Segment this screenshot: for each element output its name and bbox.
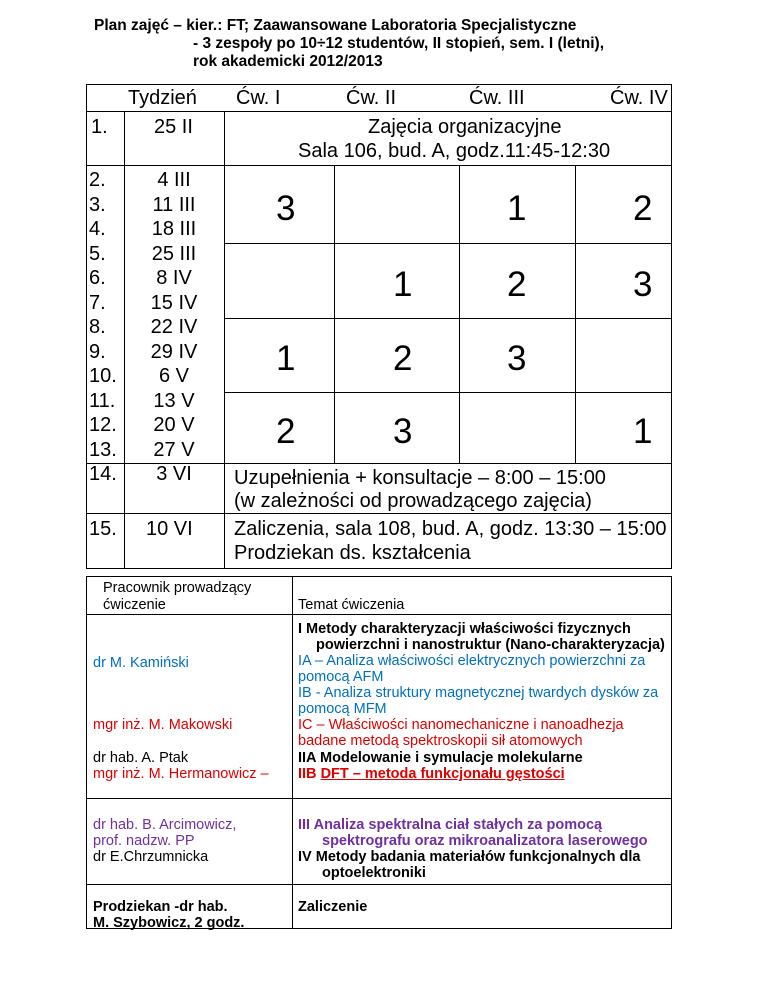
- name-chrzumnicka: dr E.Chrzumnicka: [93, 849, 209, 865]
- week-number: 12.: [89, 414, 117, 436]
- name-makowski: mgr inż. M. Makowski: [93, 717, 233, 733]
- table-border-left: [86, 84, 87, 568]
- topic-1-line2: powierzchni i nanostruktur (Nano-charakteryzacja): [316, 637, 665, 653]
- row14-info-line2: (w zależności od prowadzącego zajęcia): [234, 490, 592, 512]
- row15-date: 10 VI: [146, 518, 193, 540]
- group-d-cw4: 1: [633, 412, 653, 451]
- col-header-cw4: Ćw. IV: [610, 87, 668, 109]
- week-number: 4.: [89, 218, 106, 240]
- group-d-cw2: 3: [393, 412, 413, 451]
- table-border-right: [671, 84, 672, 568]
- topic-2b: [298, 765, 565, 783]
- topic-2b-text: DFT – metoda funkcjonału gęstości: [320, 766, 565, 782]
- topic-1c-line2: badane metodą spektroskopii sił atomowych: [298, 733, 583, 749]
- row15-info-line1: Zaliczenia, sala 108, bud. A, godz. 13:30 – 15:00: [234, 518, 667, 540]
- topics-line-3: [86, 884, 672, 885]
- row1-info-line2: Sala 106, bud. A, godz.11:45-12:30: [298, 140, 611, 162]
- week-number: 8.: [89, 316, 106, 338]
- week-number: 6.: [89, 267, 106, 289]
- group-c-cw1: 1: [276, 339, 296, 378]
- name-hermanowicz: mgr inż. M. Hermanowicz –: [93, 766, 269, 782]
- week-number: 5.: [89, 242, 106, 265]
- topic-final: Zaliczenie: [298, 899, 368, 915]
- week-number: 3.: [89, 193, 106, 216]
- name-ptak: dr hab. A. Ptak: [93, 750, 189, 766]
- topics-border-left: [86, 576, 87, 928]
- topics-line-header: [86, 614, 672, 615]
- week-number: 7.: [89, 291, 106, 314]
- topics-line-col: [292, 576, 293, 928]
- row1-date: 25 II: [154, 116, 193, 138]
- grid-hline-1: [224, 243, 671, 244]
- week-date: 13 V: [153, 389, 195, 412]
- table-line-row15: [86, 513, 672, 514]
- name-szybowicz-line1: Prodziekan -dr hab.: [93, 899, 228, 915]
- group-a-cw1: 3: [276, 189, 296, 228]
- topics-header-right: Temat ćwiczenia: [298, 597, 405, 613]
- week-date: 3 VI: [156, 463, 192, 485]
- week-number: 10.: [89, 365, 117, 387]
- col-header-week: Tydzień: [128, 87, 197, 109]
- row1-number: 1.: [91, 116, 108, 138]
- topic-2b-code: IIB: [298, 766, 317, 782]
- grid-vline-3: [575, 165, 576, 463]
- topic-1a-line1: IA – Analiza właściwości elektrycznych powierzchni za: [298, 653, 646, 669]
- week-date: 8 IV: [156, 267, 192, 289]
- topic-2a-text: Modelowanie i symulacje molekularne: [320, 750, 583, 766]
- topic-1b-line1: IB - Analiza struktury magnetycznej twardych dysków za: [298, 685, 659, 701]
- week-date: 6 V: [158, 365, 190, 387]
- week-number: 13.: [89, 438, 117, 461]
- row1-info-line1: Zajęcia organizacyjne: [368, 116, 562, 138]
- row14-info-line1: Uzupełnienia + konsultacje – 8:00 – 15:00: [234, 467, 606, 489]
- week-date: 22 IV: [150, 316, 198, 338]
- topic-1a-line2: pomocą AFM: [298, 669, 384, 685]
- grid-vline-1: [334, 165, 335, 463]
- col-header-cw2: Ćw. II: [346, 87, 397, 109]
- row15-info-line2: Prodziekan ds. kształcenia: [234, 542, 471, 564]
- topics-header-left-line2: ćwiczenie: [103, 597, 166, 613]
- doc-title-line3: rok akademicki 2012/2013: [193, 53, 383, 70]
- week-date: 27 V: [153, 438, 195, 461]
- doc-title-line2: - 3 zespoły po 10÷12 studentów, II stopień, sem. I (letni),: [193, 35, 605, 52]
- topic-4-text: Metody badania materiałów funkcjonalnych dla: [315, 849, 641, 865]
- week-number-list: [89, 168, 117, 487]
- week-date: 29 IV: [150, 340, 198, 363]
- week-number: 11.: [89, 389, 116, 412]
- table-line-header: [86, 111, 672, 112]
- group-c-cw2: 2: [393, 339, 413, 378]
- group-a-cw4: 2: [633, 189, 653, 228]
- col-header-cw1: Ćw. I: [236, 87, 281, 109]
- name-szybowicz-line2: M. Szybowicz, 2 godz.: [93, 915, 245, 931]
- topic-1b-line2: pomocą MFM: [298, 701, 387, 717]
- week-number: 9.: [89, 340, 106, 363]
- week-number: 2.: [89, 169, 106, 191]
- week-number: 14.: [89, 463, 117, 485]
- topic-3-text: Analiza spektralna ciał stałych za pomocą: [313, 817, 603, 833]
- topic-2a-code: IIA: [298, 750, 316, 766]
- doc-title-line1: Plan zajęć – kier.: FT; Zaawansowane Laboratoria Specjalistyczne: [94, 17, 577, 34]
- grid-hline-2: [224, 318, 671, 319]
- topic-4-code: IV: [298, 849, 312, 865]
- row15-number: 15.: [89, 518, 117, 540]
- week-date: 20 V: [153, 414, 195, 436]
- week-date: 11 III: [152, 193, 196, 216]
- week-date: 25 III: [151, 242, 197, 265]
- table-border-top: [86, 84, 672, 85]
- grid-vline-2: [459, 165, 460, 463]
- topic-3-code: III: [298, 817, 311, 833]
- name-arcimowicz-line2: prof. nadzw. PP: [93, 833, 195, 849]
- group-b-cw4: 3: [633, 265, 653, 304]
- group-d-cw1: 2: [276, 412, 296, 451]
- week-date: 18 III: [151, 218, 197, 240]
- table-line-col2: [224, 111, 225, 568]
- group-b-cw3: 2: [507, 265, 527, 304]
- name-kaminski: dr M. Kamiński: [93, 655, 189, 671]
- table-border-bottom: [86, 568, 672, 569]
- week-date: 4 III: [157, 169, 191, 191]
- week-date-list: [124, 168, 224, 487]
- topic-4-line2: optoelektroniki: [322, 865, 426, 881]
- topics-header-left-line1: Pracownik prowadzący: [103, 580, 252, 596]
- topics-border-right: [671, 576, 672, 928]
- group-a-cw3: 1: [507, 189, 527, 228]
- topics-border-top: [86, 576, 672, 577]
- col-header-cw3: Ćw. III: [469, 87, 525, 109]
- table-line-row1: [86, 165, 672, 166]
- group-b-cw2: 1: [393, 265, 413, 304]
- week-date: 15 IV: [150, 291, 198, 314]
- topic-3-line2: spektrografu oraz mikroanalizatora laserowego: [322, 833, 648, 849]
- topic-1-line1: I Metody charakteryzacji właściwości fizycznych: [298, 621, 631, 637]
- name-arcimowicz-line1: dr hab. B. Arcimowicz,: [93, 817, 237, 833]
- topics-line-2: [86, 798, 672, 799]
- topic-1c-line1: IC – Właściwości nanomechaniczne i nanoadhezja: [298, 717, 624, 733]
- grid-hline-3: [224, 392, 671, 393]
- group-c-cw3: 3: [507, 339, 527, 378]
